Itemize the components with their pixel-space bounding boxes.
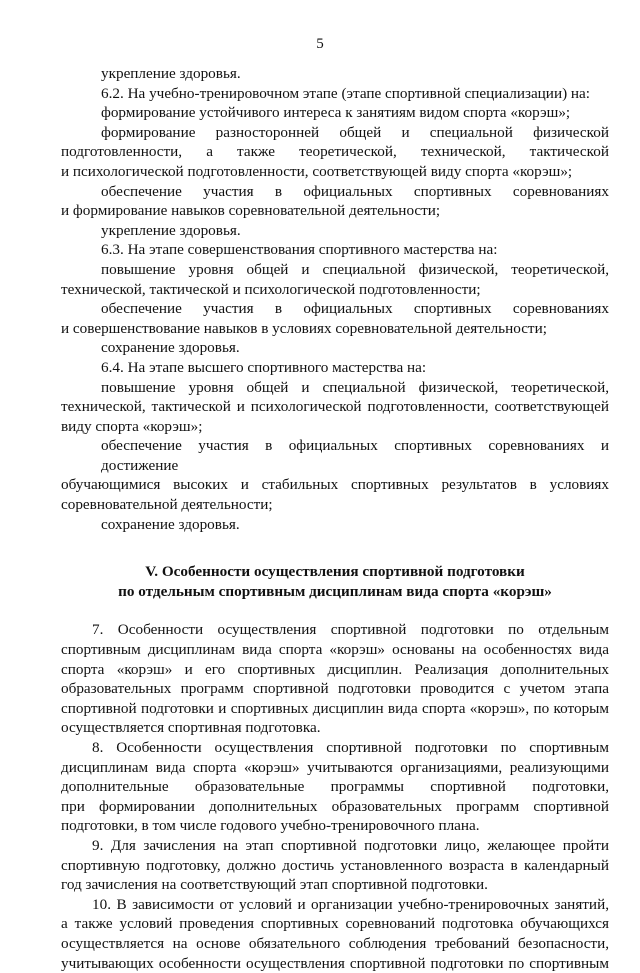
text-line: технической, тактической и психологической подготовленности, соответствующей <box>61 398 609 416</box>
text-line: повышение уровня общей и специальной физической, теоретической, <box>101 378 609 396</box>
text-line: обеспечение участия в официальных спортивных соревнованиях <box>101 300 609 318</box>
heading-line: V. Особенности осуществления спортивной подготовки <box>145 563 525 581</box>
text-line: укрепление здоровья. <box>101 221 241 239</box>
text-line: год зачисления на соответствующий этап спортивной подготовки. <box>61 876 488 894</box>
text-line: обучающимися высоких и стабильных спортивных результатов в условиях <box>61 476 609 494</box>
text-line: 8. Особенности осуществления спортивной подготовки по спортивным <box>92 739 609 756</box>
text-line: дополнительные образовательные программы спортивной подготовки, <box>61 778 609 796</box>
text-line: 9. Для зачисления на этап спортивной подготовки лицо, желающее пройти <box>92 836 609 854</box>
text-line: укрепление здоровья. <box>101 65 241 82</box>
text-line: при формировании дополнительных образовательных программ спортивной <box>61 797 609 815</box>
text-line: подготовки, в том числе годового учебно-тренировочного плана. <box>61 817 480 835</box>
text-line: обеспечение участия в официальных спортивных соревнованиях и достижение <box>101 437 609 474</box>
text-line: 6.3. На этапе совершенствования спортивного мастерства на: <box>101 241 498 259</box>
text-line: дисциплинам вида спорта «корэш» учитываются организациями, реализующими <box>61 758 609 776</box>
text-line: повышение уровня общей и специальной физической, теоретической, <box>101 260 609 278</box>
paragraph-8 <box>61 738 609 836</box>
text-line: технической, тактической и психологической подготовленности; <box>61 280 481 298</box>
paragraph-9 <box>61 836 609 895</box>
section-5-heading <box>61 562 609 601</box>
heading-line: по отдельным спортивным дисциплинам вида спорта «корэш» <box>118 582 552 600</box>
paragraph-10 <box>61 895 609 973</box>
text-line: формирование устойчивого интереса к занятиям видом спорта «корэш»; <box>101 104 571 122</box>
text-line: 10. В зависимости от условий и организации учебно-тренировочных занятий, <box>92 895 609 913</box>
text-line: виду спорта «корэш»; <box>61 417 203 435</box>
text-line: а также условий проведения спортивных соревнований подготовка обучающихся <box>61 915 609 933</box>
paragraph-7 <box>61 620 609 738</box>
text-line: 7. Особенности осуществления спортивной подготовки по отдельным <box>92 621 609 639</box>
text-line: спорта «корэш» и его спортивных дисциплин. Реализация дополнительных <box>61 660 609 678</box>
text-line: и совершенствование навыков в условиях соревновательной деятельности; <box>61 319 547 337</box>
text-line: осуществляется на основе обязательного соблюдения требований безопасности, <box>61 934 609 952</box>
text-line: формирование разносторонней общей и специальной физической <box>101 123 609 141</box>
text-line: и формирование навыков соревновательной деятельности; <box>61 202 441 220</box>
text-line: 6.2. На учебно-тренировочном этапе (этапе спортивной специализации) на: <box>101 84 591 102</box>
section-6-goals <box>61 64 609 534</box>
text-line: подготовленности, а также теоретической, технической, тактической <box>61 143 609 161</box>
text-line: сохранение здоровья. <box>101 515 240 533</box>
text-line: сохранение здоровья. <box>101 339 240 357</box>
text-line: учитывающих особенности осуществления спортивной подготовки по спортивным <box>61 954 609 972</box>
text-line: спортивную подготовку, должно достичь установленного возраста в календарный <box>61 856 609 874</box>
text-line: образовательных программ спортивной подготовки проводится с учетом этапа <box>61 680 609 698</box>
text-line: спортивным дисциплинам вида спорта «корэш» основаны на особенностях вида <box>61 641 609 659</box>
document-body <box>61 64 609 973</box>
text-line: осуществляется спортивная подготовка. <box>61 719 321 737</box>
text-line: соревновательной деятельности; <box>61 496 273 514</box>
text-line: спортивной подготовки и спортивных дисциплин вида спорта «корэш», по которым <box>61 699 609 717</box>
text-line: и психологической подготовленности, соответствующей виду спорта «корэш»; <box>61 162 573 180</box>
text-line: обеспечение участия в официальных спортивных соревнованиях <box>101 182 609 200</box>
page-number: 5 <box>316 36 324 52</box>
text-line: 6.4. На этапе высшего спортивного мастерства на: <box>101 358 427 376</box>
